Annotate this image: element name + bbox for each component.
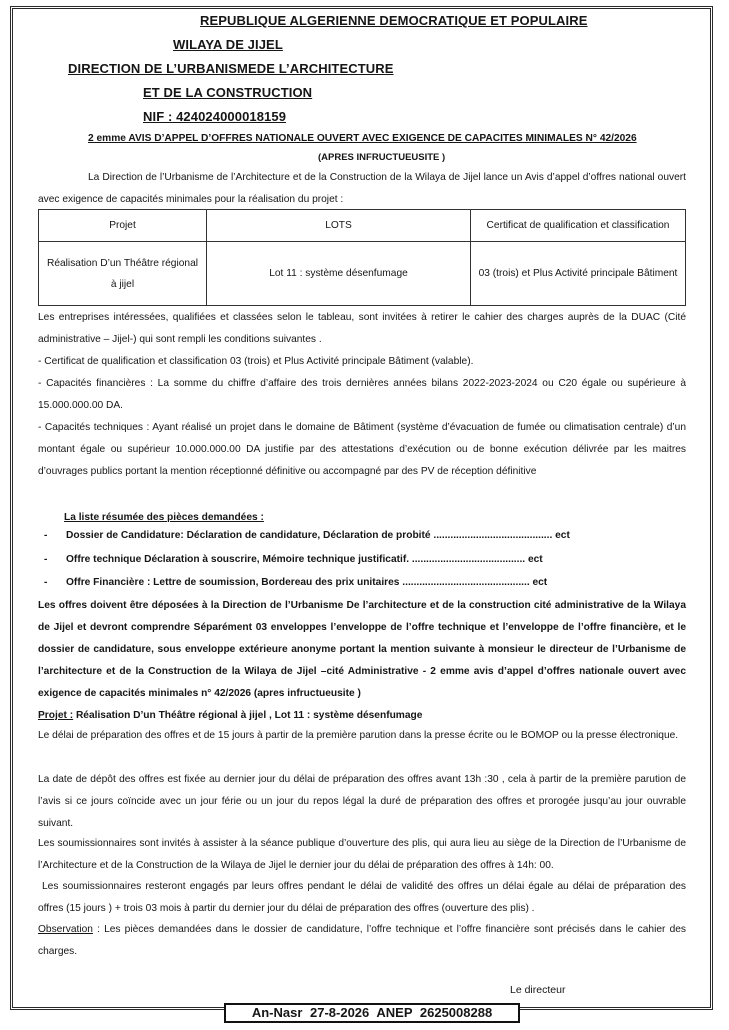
observation-label: Observation bbox=[38, 924, 93, 935]
deposit-paragraph: Les offres doivent être déposées à la Direction de l’Urbanisme De l’architecture et de la construction cité administrative de la Wilaya de Jijel et devront comprendre Séparément 03 enveloppes l’enveloppe de l’offre technique et l’enveloppe de l’offre financière, et le dossier de candidature, sous enveloppe extérieure anonyme portant la mention suivante à monsieur le directeur de l’Urbanisme de l’architecture et de la Construction de la Wilaya de Jijel –cité Administrative - 2 emme avis d’appel d’offres nationale ouvert avec exigence de capacités minimales n° 42/2026 (apres infructueusite ) bbox=[38, 600, 686, 699]
projet-line bbox=[38, 705, 686, 727]
table-header-row bbox=[39, 210, 686, 242]
avis-subtitle: (APRES INFRUCTUEUSITE ) bbox=[318, 152, 446, 163]
technical-condition: - Capacités techniques : Ayant réalisé un projet dans le domaine de Bâtiment (système d’évacuation de fumée ou climatisation centrale) d’un montant égale ou supérieur 10.000.000.00 DA justifie par des attestations d’exécution ou de bonne exécution délivrée par les maitres d’ouvrages publics portant la mention réceptionné définitive ou accompagné par des PV de réception définitive bbox=[38, 422, 686, 477]
intro-paragraph: La Direction de l’Urbanisme de l’Architecture et de la Construction de la Wilaya de Jijel lance un Avis d’appel d’offres national ouvert avec exigence de capacités minimales pour la réalisation du projet : bbox=[38, 172, 686, 205]
publication-footer: An-Nasr 27-8-2026 ANEP 2625008288 bbox=[224, 1003, 520, 1023]
list-item-text: Offre technique Déclaration à souscrire, Mémoire technique justificatif. ........................................ ect bbox=[66, 554, 543, 565]
construction-heading: ET DE LA CONSTRUCTION bbox=[143, 85, 313, 100]
cell-lot: Lot 11 : système désenfumage bbox=[207, 242, 471, 306]
delay-paragraph: Le délai de préparation des offres et de 15 jours à partir de la première parution dans la presse écrite ou le BOMOP ou la presse électronique. bbox=[38, 730, 679, 741]
list-dash: - bbox=[44, 530, 48, 541]
list-dash: - bbox=[44, 554, 48, 565]
opening-paragraph: Les soumissionnaires sont invités à assister à la séance publique d’ouverture des plis, qui aura lieu au siège de la Direction de l’Urbanisme de l’Architecture et de la Construction de la Wilaya de Jijel le dernier jour du délai de préparation des offres à 14h: 00. bbox=[38, 838, 686, 871]
list-item bbox=[44, 530, 570, 541]
direction-heading: DIRECTION DE L’URBANISMEDE L’ARCHITECTURE bbox=[68, 61, 394, 76]
avis-title: 2 emme AVIS D’APPEL D’OFFRES NATIONALE OUVERT AVEC EXIGENCE DE CAPACITES MINIMALES N° 42/2026 bbox=[88, 133, 637, 144]
list-item bbox=[44, 577, 547, 588]
header-certificat: Certificat de qualification et classification bbox=[471, 210, 686, 242]
table-row bbox=[39, 242, 686, 306]
projet-label: Projet : bbox=[38, 710, 74, 721]
projet-text: Réalisation D’un Théâtre régional à jijel , Lot 11 : système désenfumage bbox=[73, 710, 423, 721]
validity-paragraph: Les soumissionnaires resteront engagés par leurs offres pendant le délai de validité des offres un délai égale au délai de préparation des offres (15 jours ) + trois 03 mois à partir du dernier jour du délai de préparation des offres (ouverture des plis) . bbox=[38, 881, 686, 914]
nif-number: NIF : 424024000018159 bbox=[143, 109, 287, 124]
wilaya-heading: WILAYA DE JIJEL bbox=[173, 37, 283, 52]
conditions-paragraph: Les entreprises intéressées, qualifiées et classées selon le tableau, sont invitées à retirer le cahier des charges auprès de la DUAC (Cité administrative – Jijel-) qui sont rempli les conditions suivantes . bbox=[38, 312, 686, 345]
header-lots: LOTS bbox=[207, 210, 471, 242]
list-item-text: Offre Financière : Lettre de soumission, Bordereau des prix unitaires ............................................. ect bbox=[66, 577, 548, 588]
list-dash: - bbox=[44, 577, 48, 588]
header-projet: Projet bbox=[39, 210, 207, 242]
list-item-text: Dossier de Candidature: Déclaration de candidature, Déclaration de probité .......................................... ect bbox=[66, 530, 570, 541]
signature: Le directeur bbox=[510, 984, 566, 996]
list-item bbox=[44, 554, 543, 565]
list-title: La liste résumée des pièces demandées : bbox=[64, 512, 264, 523]
lots-table bbox=[38, 209, 686, 306]
deadline-paragraph: La date de dépôt des offres est fixée au dernier jour du délai de préparation des offres avant 13h :30 , cela à partir de la première parution de l’avis si ce jours coïncide avec un jour férie ou un jour du repos légal la duré de préparation des offres et prorogée jusqu’au jour ouvrable suivant. bbox=[38, 774, 686, 829]
cell-projet: Réalisation D’un Théâtre régional à jijel bbox=[39, 242, 207, 306]
observation-text: : Les pièces demandées dans le dossier de candidature, l’offre technique et l’offre financière sont précisés dans le cahier des charges. bbox=[38, 924, 686, 957]
republic-heading: REPUBLIQUE ALGERIENNE DEMOCRATIQUE ET POPULAIRE bbox=[200, 13, 588, 28]
financial-condition: - Capacités financières : La somme du chiffre d’affaire des trois dernières années bilans 2022-2023-2024 ou C20 égale ou supérieure à 15.000.000.00 DA. bbox=[38, 378, 686, 411]
cell-certificat: 03 (trois) et Plus Activité principale Bâtiment bbox=[471, 242, 686, 306]
qualification-condition: - Certificat de qualification et classification 03 (trois) et Plus Activité principale Bâtiment (valable). bbox=[38, 356, 474, 367]
observation-paragraph bbox=[38, 919, 686, 963]
